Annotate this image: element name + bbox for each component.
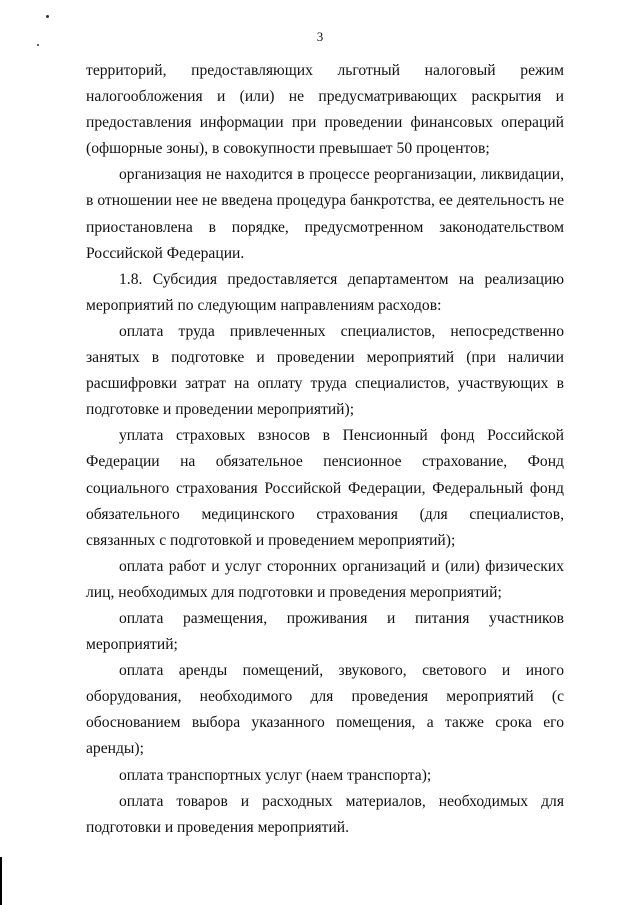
document-body bbox=[86, 58, 564, 841]
scan-speck bbox=[46, 15, 49, 18]
paragraph-clause-1-8: 1.8. Субсидия предоставляется департаментом на реализацию мероприятий по следующим направлениям расходов: bbox=[86, 270, 564, 314]
paragraph-offshore-share: территорий, предоставляющих льготный налоговый режим налогообложения и (или) не предусматривающих раскрытия и предоставления информации при проведении финансовых операций (офшорные зоны), в совокупности превышает 50 процентов; bbox=[86, 62, 564, 158]
paragraph-third-party-services: оплата работ и услуг сторонних организаций и (или) физических лиц, необходимых для подготовки и проведения мероприятий; bbox=[86, 557, 564, 601]
paragraph-insurance-contributions: уплата страховых взносов в Пенсионный фонд Российской Федерации на обязательное пенсионное страхование, Фонд социального страхования Российской Федерации, Федеральный фонд обязательного медицинского страхования (для специалистов, связанных с подготовкой и проведением мероприятий); bbox=[86, 427, 564, 549]
paragraph-accommodation: оплата размещения, проживания и питания участников мероприятий; bbox=[86, 609, 564, 654]
paragraph-specialist-pay: оплата труда привлеченных специалистов, непосредственно занятых в подготовке и проведении мероприятий (при наличии расшифровки затрат на оплату труда специалистов, участвующих в подготовке и проведении мероприятий); bbox=[86, 322, 564, 419]
paragraph-transport: оплата транспортных услуг (наем транспорта); bbox=[119, 766, 432, 784]
scan-edge-line bbox=[0, 857, 2, 905]
paragraph-no-reorganization: организация не находится в процессе реорганизации, ликвидации, в отношении нее не введена процедура банкротства, ее деятельность не приостановлена в порядке, предусмотренном законодательством Российской Федерации. bbox=[86, 166, 564, 262]
paragraph-rental: оплата аренды помещений, звукового, светового и иного оборудования, необходимого для проведения мероприятий (с обоснованием выбора указанного помещения, а также срока его аренды); bbox=[86, 662, 564, 758]
page-number: 3 bbox=[316, 29, 324, 44]
paragraph-materials: оплата товаров и расходных материалов, необходимых для подготовки и проведения мероприятий. bbox=[86, 792, 564, 836]
